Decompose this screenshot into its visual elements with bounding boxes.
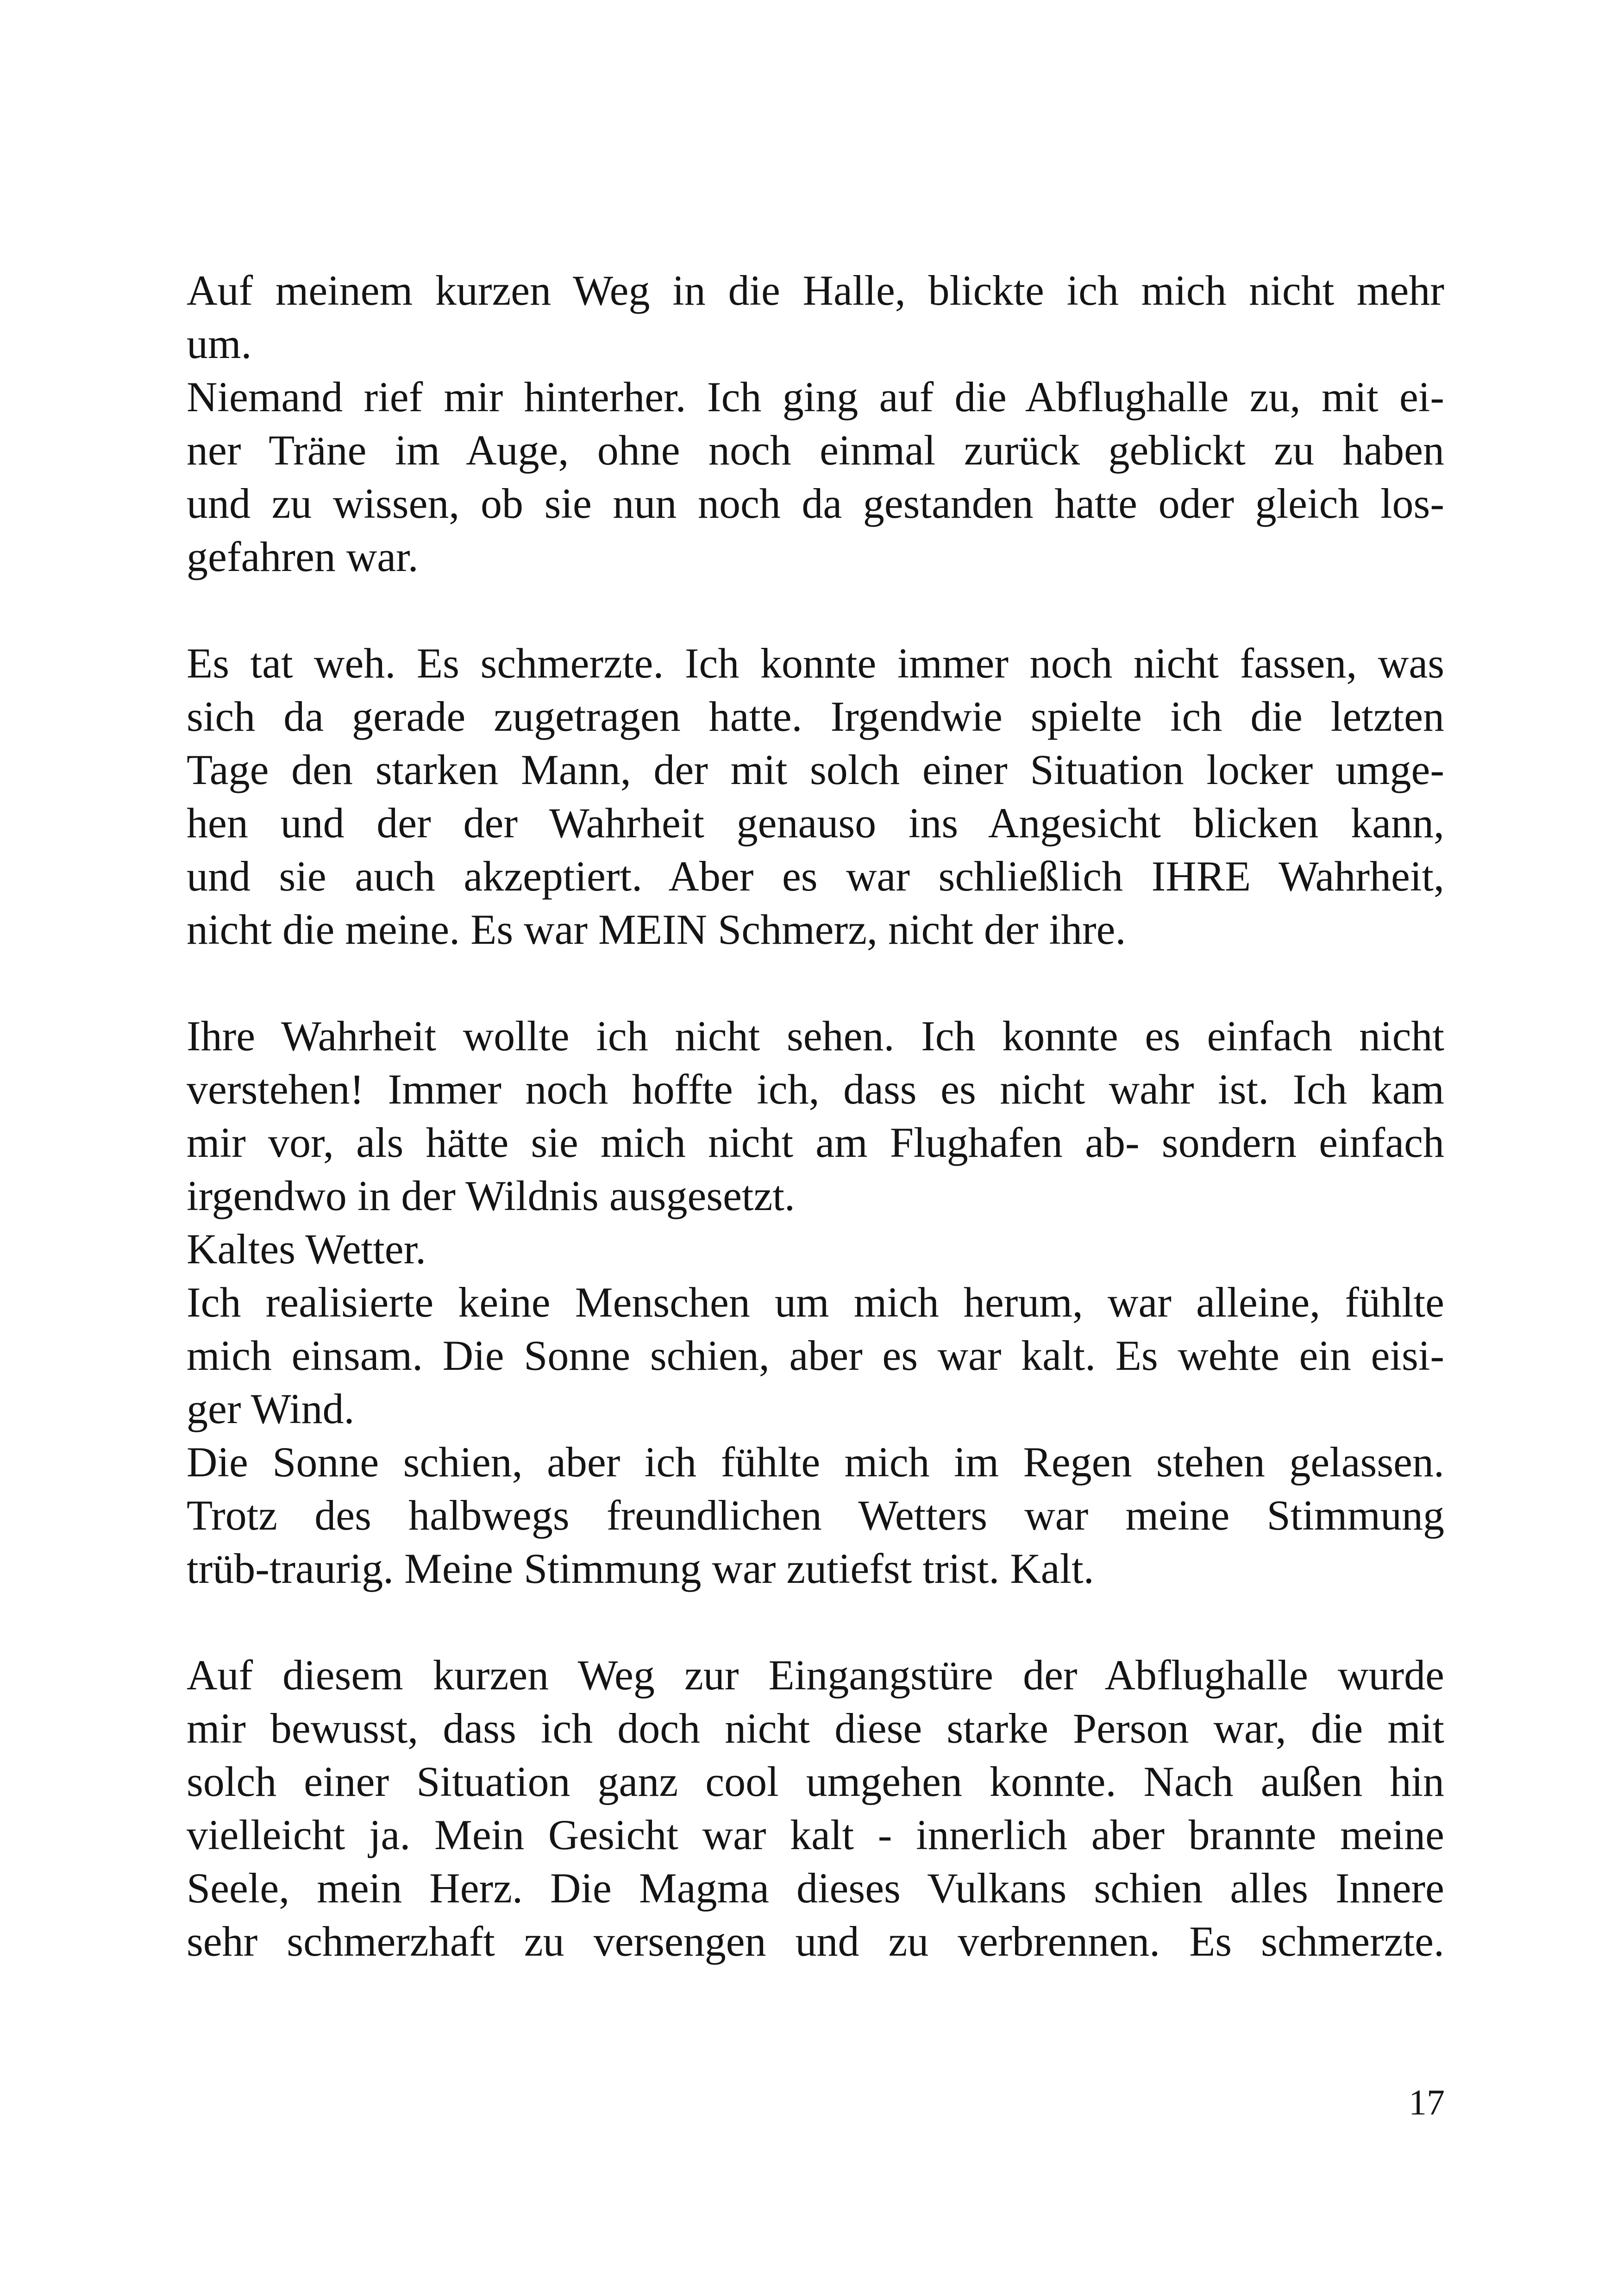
body-text — [187, 264, 1444, 1968]
text-line: Tage den starken Mann, der mit solch einer Situation locker umge- — [187, 746, 1444, 793]
text-line: irgendwo in der Wildnis ausgesetzt. — [187, 1172, 795, 1219]
text-line: mir bewusst, dass ich doch nicht diese starke Person war, die mit — [187, 1705, 1444, 1752]
text-line: ner Träne im Auge, ohne noch einmal zurück geblickt zu haben — [187, 427, 1444, 474]
text-line: und zu wissen, ob sie nun noch da gestanden hatte oder gleich los- — [187, 480, 1444, 527]
text-line: nicht die meine. Es war MEIN Schmerz, nicht der ihre. — [187, 906, 1126, 953]
text-line: um. — [187, 320, 252, 367]
text-line: Niemand rief mir hinterher. Ich ging auf die Abflughalle zu, mit ei- — [187, 373, 1444, 420]
paragraph-gap — [187, 1595, 1444, 1649]
text-line: sehr schmerzhaft zu versengen und zu verbrennen. Es schmerzte. — [187, 1918, 1444, 1965]
text-line: Die Sonne schien, aber ich fühlte mich im Regen stehen gelassen. — [187, 1438, 1444, 1486]
text-line: und sie auch akzeptiert. Aber es war schließlich IHRE Wahrheit, — [187, 853, 1444, 900]
text-line: solch einer Situation ganz cool umgehen konnte. Nach außen hin — [187, 1758, 1444, 1805]
text-line: Es tat weh. Es schmerzte. Ich konnte immer noch nicht fassen, was — [187, 640, 1444, 687]
text-line: vielleicht ja. Mein Gesicht war kalt - innerlich aber brannte meine — [187, 1811, 1444, 1858]
text-line: mich einsam. Die Sonne schien, aber es war kalt. Es wehte ein eisi- — [187, 1332, 1444, 1379]
text-line: gefahren war. — [187, 533, 419, 580]
text-line: mir vor, als hätte sie mich nicht am Flughafen ab- sondern einfach — [187, 1119, 1444, 1166]
text-line: hen und der der Wahrheit genauso ins Angesicht blicken kann, — [187, 799, 1444, 847]
text-line: Trotz des halbwegs freundlichen Wetters war meine Stimmung — [187, 1492, 1444, 1539]
text-line: Seele, mein Herz. Die Magma dieses Vulkans schien alles Innere — [187, 1864, 1444, 1912]
text-line: ger Wind. — [187, 1385, 355, 1432]
text-line: Auf meinem kurzen Weg in die Halle, blickte ich mich nicht mehr — [187, 267, 1444, 314]
paragraph-gap — [187, 956, 1444, 1010]
text-line: Auf diesem kurzen Weg zur Eingangstüre der Abflughalle wurde — [187, 1651, 1444, 1699]
paragraph-gap — [187, 583, 1444, 637]
text-line: Ich realisierte keine Menschen um mich herum, war alleine, fühlte — [187, 1279, 1444, 1326]
text-line: Ihre Wahrheit wollte ich nicht sehen. Ich konnte es einfach nicht — [187, 1012, 1444, 1060]
page-number: 17 — [1409, 2082, 1445, 2122]
text-line: sich da gerade zugetragen hatte. Irgendwie spielte ich die letzten — [187, 693, 1444, 740]
text-line: trüb-traurig. Meine Stimmung war zutiefst trist. Kalt. — [187, 1545, 1094, 1592]
text-line: verstehen! Immer noch hoffte ich, dass es nicht wahr ist. Ich kam — [187, 1066, 1444, 1113]
text-line: Kaltes Wetter. — [187, 1225, 426, 1273]
